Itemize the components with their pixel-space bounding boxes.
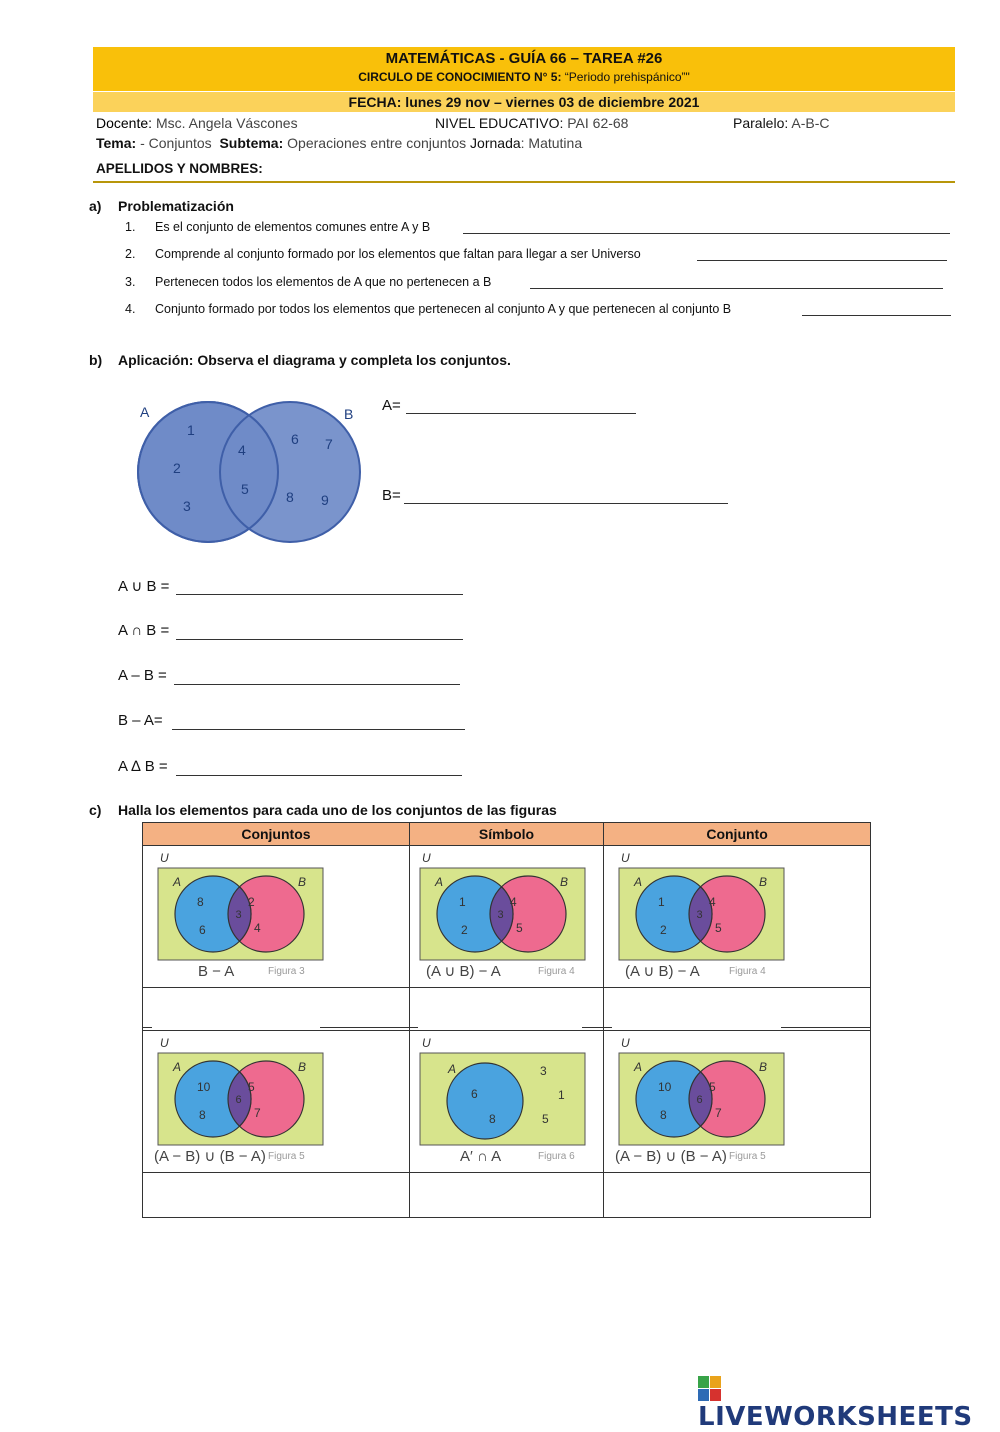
venn-elem: 3	[539, 1064, 547, 1078]
set-b-label: B=	[382, 487, 401, 504]
venn-label-b: B	[759, 1060, 768, 1074]
op-difference-ab-answer[interactable]	[174, 684, 460, 685]
venn-label-b: B	[559, 875, 568, 889]
venn-elem: 7	[254, 1106, 261, 1120]
venn-elem: 4	[238, 442, 246, 458]
tema-label: Tema:	[96, 135, 137, 151]
section-b-title: Aplicación: Observa el diagrama y completa los conjuntos.	[118, 352, 511, 368]
figure-caption: Figura 3	[268, 966, 305, 977]
paralelo-line	[733, 115, 830, 131]
op-union-label: A ∪ B =	[118, 578, 170, 595]
set-a-answer-line[interactable]	[406, 413, 636, 414]
tema-line	[96, 135, 582, 151]
figure-cell	[409, 846, 603, 988]
venn-elem: 5	[248, 1080, 255, 1094]
venn-elem: 6	[696, 1094, 703, 1106]
answer-line-3[interactable]	[530, 288, 943, 289]
venn-elem: 8	[197, 895, 204, 909]
venn-circle-a	[447, 1063, 523, 1139]
figure-caption: Figura 4	[537, 966, 575, 977]
venn-label-a: A	[434, 875, 443, 889]
answer-cell[interactable]	[143, 988, 410, 1031]
universe-label: U	[621, 851, 630, 865]
op-intersection-label: A ∩ B =	[118, 622, 170, 639]
nivel-value: PAI 62-68	[567, 115, 629, 131]
venn-elem: 8	[660, 1108, 667, 1122]
venn-elem: 9	[321, 492, 329, 508]
section-a-letter: a)	[89, 198, 102, 214]
venn-elem: 4	[254, 921, 261, 935]
figure-caption: Figura 4	[729, 966, 766, 977]
op-symdiff-label: A ∆ B =	[118, 758, 168, 775]
answer-cell[interactable]	[604, 988, 871, 1031]
answer-cell[interactable]	[143, 1173, 410, 1218]
venn-elem: 1	[458, 895, 466, 909]
set-figure-venn	[410, 846, 600, 982]
venn-elem: 10	[658, 1080, 672, 1094]
set-b-answer-line[interactable]	[404, 503, 728, 504]
universe-label: U	[621, 1036, 630, 1050]
docente-value: Msc. Angela Váscones	[155, 115, 298, 131]
section-b-letter: b)	[89, 352, 103, 368]
universe-label: U	[421, 1036, 431, 1050]
table-header: Símbolo	[409, 823, 603, 846]
liveworksheets-logo-icon	[698, 1376, 722, 1402]
set-formula: A′ ∩ A	[459, 1148, 501, 1165]
nivel-line	[435, 115, 628, 131]
set-figure-venn	[604, 846, 866, 982]
venn-elem: 2	[660, 923, 667, 937]
venn-circle-b	[220, 402, 360, 542]
figure-cell	[143, 846, 410, 988]
answer-fragment-line	[320, 1027, 418, 1028]
venn-label-b: B	[298, 1060, 307, 1074]
figure-caption: Figura 6	[537, 1151, 575, 1162]
answer-fragment-line	[781, 1027, 871, 1028]
question-2-text: Comprende al conjunto formado por los elementos que faltan para llegar a ser Universo	[155, 247, 641, 261]
set-figure-venn	[604, 1031, 866, 1167]
venn-elem: 2	[173, 460, 181, 476]
figure-cell	[143, 1031, 410, 1173]
section-c-letter: c)	[89, 802, 102, 818]
set-figure-venn	[410, 1031, 600, 1167]
set-formula: (A ∪ B) − A	[625, 963, 700, 980]
universe-label: U	[160, 851, 169, 865]
answer-cell[interactable]	[409, 1173, 603, 1218]
section-c-title: Halla los elementos para cada uno de los conjuntos de las figuras	[118, 802, 557, 818]
venn-elem: 8	[488, 1112, 496, 1126]
venn-elem: 3	[696, 909, 703, 921]
question-2-num: 2.	[125, 247, 136, 261]
jornada-label: Jornada	[470, 135, 521, 151]
venn-label-a: A	[173, 1060, 182, 1074]
venn-elem: 1	[187, 422, 195, 438]
answer-fragment-line	[582, 1027, 612, 1028]
venn-label-b: B	[759, 875, 768, 889]
figure-cell	[604, 1031, 871, 1173]
header-band	[93, 47, 955, 91]
op-symdiff-answer[interactable]	[176, 775, 462, 776]
venn-elem: 3	[183, 498, 191, 514]
docente-label: Docente:	[96, 115, 153, 131]
venn-elem: 3	[497, 909, 504, 921]
set-a-label: A=	[382, 397, 401, 414]
answer-line-2[interactable]	[697, 260, 947, 261]
venn-label-a: A	[447, 1062, 456, 1076]
venn-label-a: A	[634, 875, 643, 889]
paralelo-label: Paralelo:	[733, 115, 789, 131]
venn-elem: 5	[515, 921, 523, 935]
table-header: Conjunto	[604, 823, 871, 846]
set-figure-venn	[143, 1031, 405, 1167]
op-union-answer[interactable]	[176, 594, 463, 595]
venn-label-b: B	[298, 875, 307, 889]
venn-elem: 4	[509, 895, 517, 909]
venn-elem: 4	[709, 895, 716, 909]
question-1-num: 1.	[125, 220, 136, 234]
answer-line-1[interactable]	[463, 233, 950, 234]
venn-elem: 5	[715, 921, 722, 935]
universe-label: U	[160, 1036, 169, 1050]
question-4-text: Conjunto formado por todos los elementos que pertenecen al conjunto A y que pertenecen al conjunto B	[155, 302, 732, 316]
liveworksheets-brand: LIVEWORKSHEETS	[698, 1402, 973, 1432]
venn-elem: 2	[248, 895, 255, 909]
figure-cell	[604, 846, 871, 988]
circle-label: CIRCULO DE CONOCIMIENTO N° 5:	[358, 70, 562, 84]
venn-elem: 1	[658, 895, 665, 909]
op-difference-ab-label: A – B =	[118, 667, 167, 684]
venn-label-a: A	[140, 404, 150, 420]
guide-title: MATEMÁTICAS - GUÍA 66 – TAREA #26	[385, 50, 663, 67]
venn-elem: 3	[235, 909, 242, 921]
venn-elem: 6	[470, 1087, 478, 1101]
venn-label-a: A	[173, 875, 182, 889]
table-header: Conjuntos	[143, 823, 410, 846]
circle-value: “Periodo prehispánico”"	[564, 70, 690, 84]
figures-table	[142, 822, 871, 1218]
circle-line	[93, 70, 955, 84]
venn-elem: 5	[709, 1080, 716, 1094]
answer-cell[interactable]	[604, 1173, 871, 1218]
venn-elem: 8	[286, 489, 294, 505]
figure-caption: Figura 5	[268, 1151, 305, 1162]
set-formula: (A − B) ∪ (B − A)	[615, 1148, 727, 1165]
question-4-num: 4.	[125, 302, 136, 316]
venn-elem: 6	[291, 431, 299, 447]
subtema-label: Subtema:	[219, 135, 284, 151]
venn-label-b: B	[344, 406, 354, 422]
universe-label: U	[421, 851, 431, 865]
main-venn-diagram	[120, 395, 370, 550]
op-difference-ba-label: B – A=	[118, 712, 163, 729]
section-a-title: Problematización	[118, 198, 234, 214]
question-1-text: Es el conjunto de elementos comunes entre A y B	[155, 220, 431, 234]
venn-elem: 10	[197, 1080, 211, 1094]
venn-elem: 8	[199, 1108, 206, 1122]
question-3-num: 3.	[125, 275, 136, 289]
apellidos-label: APELLIDOS Y NOMBRES:	[96, 161, 263, 176]
set-figure-venn	[143, 846, 405, 982]
venn-elem: 5	[541, 1112, 549, 1126]
answer-fragment-line	[142, 1027, 152, 1028]
venn-elem: 5	[241, 481, 249, 497]
docente-line	[96, 115, 298, 131]
subtema-value: Operaciones entre conjuntos	[287, 135, 467, 151]
venn-elem: 7	[325, 436, 333, 452]
nivel-label: NIVEL EDUCATIVO:	[435, 115, 564, 131]
venn-elem: 7	[715, 1106, 722, 1120]
set-formula: B − A	[198, 963, 235, 980]
venn-elem: 2	[460, 923, 468, 937]
figure-caption: Figura 5	[729, 1151, 766, 1162]
question-3-text: Pertenecen todos los elementos de A que no pertenecen a B	[155, 275, 492, 289]
figure-cell	[409, 1031, 603, 1173]
tema-value: - Conjuntos	[140, 135, 212, 151]
venn-elem: 6	[235, 1094, 242, 1106]
venn-elem: 6	[199, 923, 206, 937]
jornada-value: : Matutina	[520, 135, 583, 151]
date-band	[93, 92, 955, 112]
venn-elem: 1	[557, 1088, 565, 1102]
date-text: FECHA: lunes 29 nov – viernes 03 de diciembre 2021	[348, 94, 700, 110]
answer-cell[interactable]	[409, 988, 603, 1031]
set-formula: (A ∪ B) − A	[425, 963, 501, 980]
answer-line-4[interactable]	[802, 315, 951, 316]
paralelo-value: A-B-C	[791, 115, 830, 131]
op-intersection-answer[interactable]	[176, 639, 463, 640]
header-divider	[93, 181, 955, 183]
op-difference-ba-answer[interactable]	[172, 729, 465, 730]
venn-label-a: A	[634, 1060, 643, 1074]
set-formula: (A − B) ∪ (B − A)	[154, 1148, 266, 1165]
liveworksheets-logo	[698, 1376, 1000, 1432]
